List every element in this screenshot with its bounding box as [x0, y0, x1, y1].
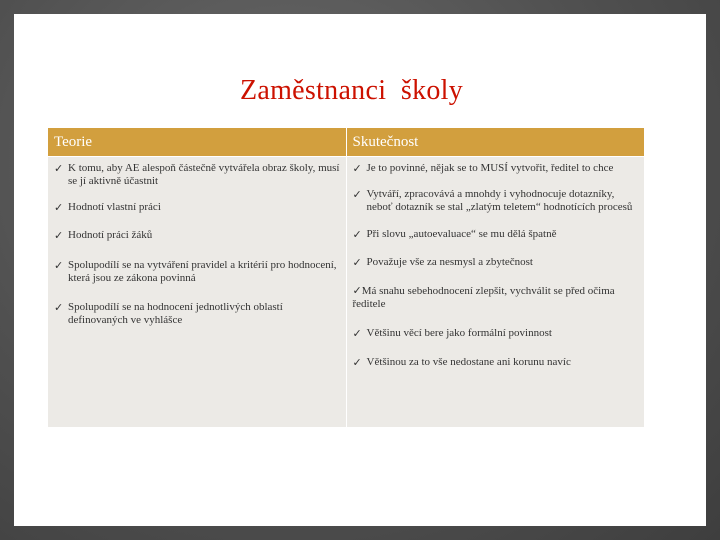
checkmark-icon: ✓ — [54, 259, 64, 272]
checkmark-icon: ✓ — [352, 284, 362, 297]
header-skutecnost: Skutečnost — [346, 128, 645, 157]
comparison-table — [47, 127, 645, 428]
list-item-text: Vytváří, zpracovává a mnohdy i vyhodnocuje dotazníky, neboť dotazník se stal „zlatým teletem“ hodnotících procesů — [366, 188, 633, 213]
checkmark-icon: ✓ — [54, 301, 64, 314]
list-item — [353, 356, 639, 369]
list-item-text: Považuje vše za nesmysl a zbytečnost — [366, 256, 533, 268]
skutecnost-cell — [346, 157, 645, 428]
list-item — [353, 284, 639, 311]
list-item — [353, 188, 639, 214]
list-item-text: Většinu věcí bere jako formální povinnost — [366, 327, 552, 339]
checkmark-icon: ✓ — [352, 356, 362, 369]
list-item-text: Hodnotí práci žáků — [68, 229, 153, 241]
checkmark-icon: ✓ — [352, 188, 362, 201]
checkmark-icon: ✓ — [54, 229, 64, 242]
slide-canvas — [14, 14, 706, 526]
list-item-text: Většinou za to vše nedostane ani korunu navíc — [366, 356, 571, 368]
list-item-text: Hodnotí vlastní práci — [68, 201, 161, 213]
list-item-text: Má snahu sebehodnocení zlepšit, vychválit se před očima ředitele — [352, 285, 615, 310]
list-item-text: Spolupodílí se na hodnocení jednotlivých oblastí definovaných ve vyhlášce — [68, 301, 283, 326]
list-item — [54, 259, 340, 285]
table-body-row — [48, 157, 645, 428]
teorie-cell — [48, 157, 347, 428]
checkmark-icon: ✓ — [54, 201, 64, 214]
checkmark-icon: ✓ — [352, 327, 362, 340]
list-item — [54, 201, 340, 214]
list-item — [353, 162, 639, 175]
list-item — [54, 162, 340, 188]
list-item-text: Spolupodílí se na vytváření pravidel a kritérií pro hodnocení, která jsou ze zákona povinná — [68, 259, 337, 284]
checkmark-icon: ✓ — [352, 228, 362, 241]
checkmark-icon: ✓ — [352, 256, 362, 269]
list-item — [54, 301, 340, 327]
header-teorie: Teorie — [48, 128, 347, 157]
list-item — [353, 228, 639, 241]
list-item-text: Je to povinné, nějak se to MUSÍ vytvořit, ředitel to chce — [366, 162, 614, 174]
list-item-text: Při slovu „autoevaluace“ se mu dělá špatně — [366, 228, 557, 240]
list-item — [353, 327, 639, 340]
checkmark-icon: ✓ — [54, 162, 64, 175]
list-item — [353, 256, 639, 269]
checkmark-icon: ✓ — [352, 162, 362, 175]
table-header-row — [48, 128, 645, 157]
slide-title: Zaměstnanci školy — [239, 75, 464, 106]
list-item — [54, 229, 340, 242]
list-item-text: K tomu, aby AE alespoň částečně vytvářela obraz školy, musí se jí aktivně účastnit — [68, 162, 340, 187]
